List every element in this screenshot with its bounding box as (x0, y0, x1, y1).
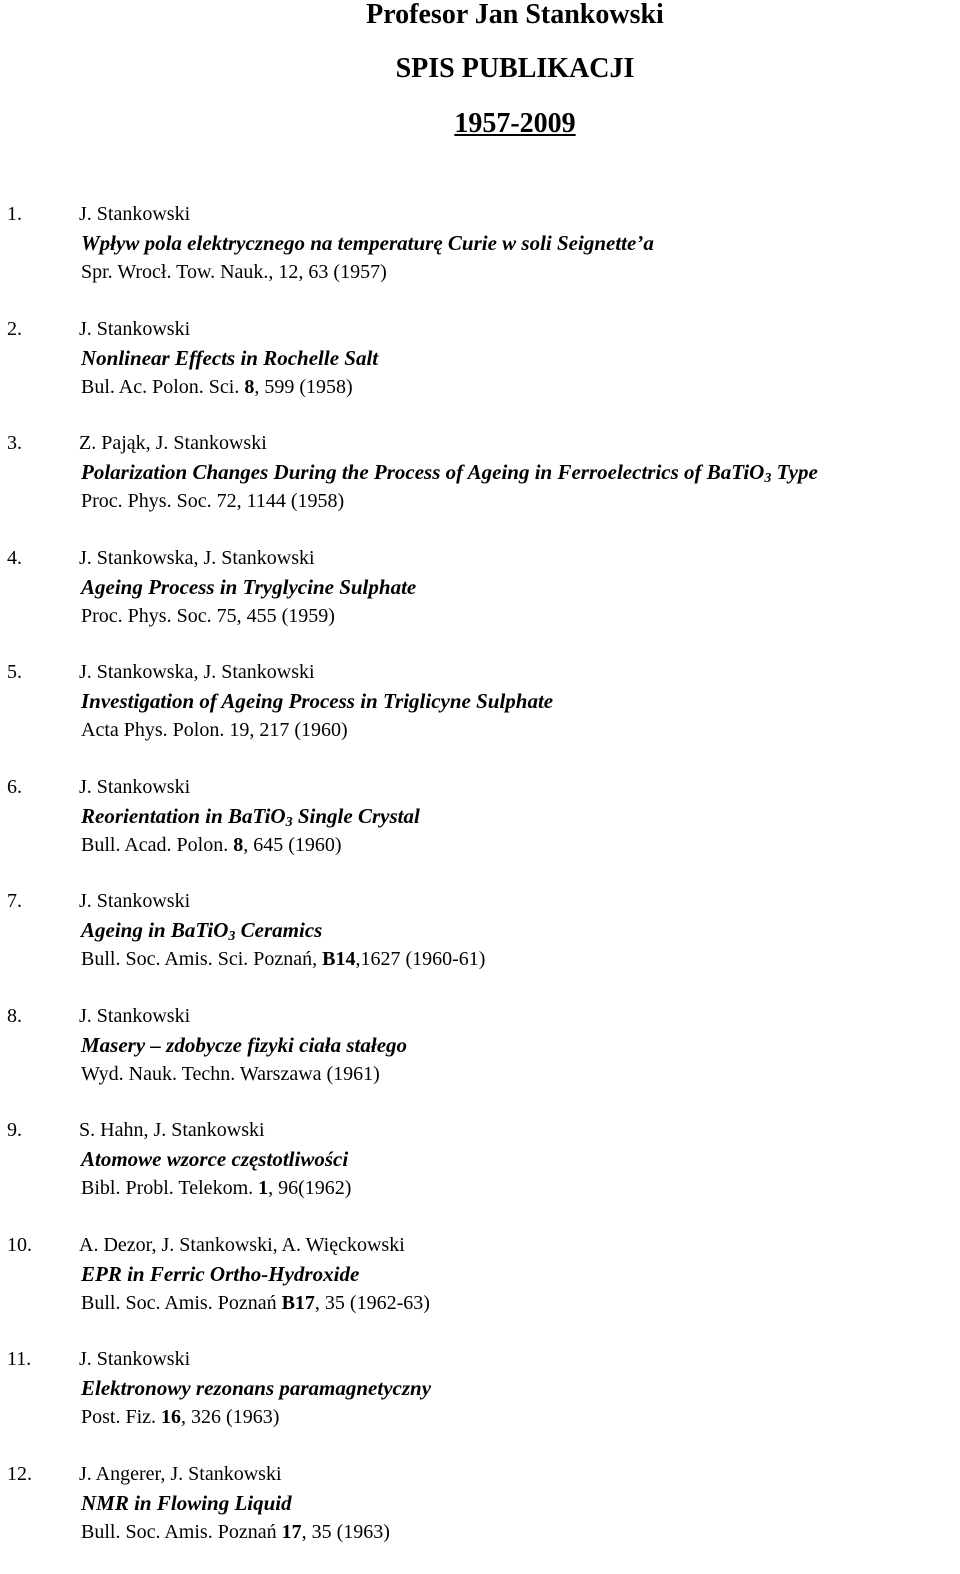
entry-authors: J. Angerer, J. Stankowski (79, 1460, 282, 1489)
entry-number: 6. (7, 773, 22, 802)
entry-number: 4. (7, 544, 22, 573)
publication-entry (0, 544, 960, 659)
publication-entry (0, 315, 960, 430)
journal-volume: 1 (258, 1177, 268, 1199)
entry-authors: J. Stankowski (79, 773, 190, 802)
entry-title: Investigation of Ageing Process in Triglicyne Sulphate (81, 687, 553, 716)
publication-entry (0, 1116, 960, 1231)
journal-volume: B14 (322, 948, 355, 970)
publication-entry (0, 658, 960, 773)
entry-title: Wpływ pola elektrycznego na temperaturę Curie w soli Seignette’a (81, 229, 654, 258)
entry-journal: Wyd. Nauk. Techn. Warszawa (1961) (81, 1060, 380, 1089)
publication-entry (0, 1002, 960, 1117)
title-subscript: 3 (228, 929, 235, 944)
publication-entry (0, 200, 960, 315)
publication-list (0, 200, 960, 1574)
publication-entry (0, 429, 960, 544)
entry-title: Polarization Changes During the Process of Ageing in Ferroelectrics of BaTiO$_3$ Type (81, 458, 818, 487)
publication-entry (0, 887, 960, 1002)
entry-title: Ageing Process in Tryglycine Sulphate (81, 573, 416, 602)
entry-title: Masery – zdobycze fizyki ciała stałego (81, 1031, 407, 1060)
entry-number: 10. (7, 1231, 32, 1260)
journal-volume: 17 (282, 1521, 302, 1543)
title-subscript: 3 (764, 471, 771, 486)
entry-journal: Proc. Phys. Soc. 72, 1144 (1958) (81, 487, 344, 516)
entry-number: 1. (7, 200, 22, 229)
entry-journal: Bull. Soc. Amis. Poznań 17, 35 (1963) (81, 1518, 390, 1547)
entry-authors: J. Stankowska, J. Stankowski (79, 658, 315, 687)
journal-volume: 8 (233, 834, 243, 856)
entry-journal: Bull. Soc. Amis. Poznań B17, 35 (1962-63) (81, 1289, 430, 1318)
title-subscript: 3 (286, 815, 293, 830)
entry-number: 7. (7, 887, 22, 916)
entry-journal: Bul. Ac. Polon. Sci. 8, 599 (1958) (81, 373, 353, 402)
page-title: Profesor Jan Stankowski (0, 0, 960, 30)
entry-title: Reorientation in BaTiO$_3$ Single Crystal (81, 802, 420, 831)
entry-journal: Bibl. Probl. Telekom. 1, 96(1962) (81, 1174, 351, 1203)
entry-number: 2. (7, 315, 22, 344)
entry-number: 5. (7, 658, 22, 687)
entry-number: 8. (7, 1002, 22, 1031)
entry-authors: J. Stankowska, J. Stankowski (79, 544, 315, 573)
publication-entry (0, 1231, 960, 1346)
entry-journal: Bull. Acad. Polon. 8, 645 (1960) (81, 831, 342, 860)
entry-authors: J. Stankowski (79, 887, 190, 916)
entry-title: Elektronowy rezonans paramagnetyczny (81, 1374, 431, 1403)
entry-title: Nonlinear Effects in Rochelle Salt (81, 344, 378, 373)
publication-entry (0, 1460, 960, 1574)
entry-number: 9. (7, 1116, 22, 1145)
entry-title: Ageing in BaTiO$_3$ Ceramics (81, 916, 322, 945)
entry-authors: J. Stankowski (79, 200, 190, 229)
entry-authors: A. Dezor, J. Stankowski, A. Więckowski (79, 1231, 405, 1260)
entry-journal: Bull. Soc. Amis. Sci. Poznań, B14,1627 (1960-61) (81, 945, 485, 974)
entry-journal: Proc. Phys. Soc. 75, 455 (1959) (81, 602, 335, 631)
entry-authors: J. Stankowski (79, 1002, 190, 1031)
page-years: 1957-2009 (0, 109, 960, 139)
entry-title: NMR in Flowing Liquid (81, 1489, 292, 1518)
entry-journal: Acta Phys. Polon. 19, 217 (1960) (81, 716, 348, 745)
journal-volume: 8 (244, 376, 254, 398)
entry-title: Atomowe wzorce częstotliwości (81, 1145, 348, 1174)
entry-journal: Post. Fiz. 16, 326 (1963) (81, 1403, 279, 1432)
publication-entry (0, 773, 960, 888)
entry-number: 12. (7, 1460, 32, 1489)
entry-number: 3. (7, 429, 22, 458)
entry-authors: S. Hahn, J. Stankowski (79, 1116, 265, 1145)
journal-volume: 16 (161, 1406, 181, 1428)
entry-authors: J. Stankowski (79, 1345, 190, 1374)
entry-authors: Z. Pająk, J. Stankowski (79, 429, 267, 458)
journal-volume: B17 (282, 1292, 315, 1314)
entry-number: 11. (7, 1345, 31, 1374)
publication-entry (0, 1345, 960, 1460)
entry-authors: J. Stankowski (79, 315, 190, 344)
entry-title: EPR in Ferric Ortho-Hydroxide (81, 1260, 359, 1289)
entry-journal: Spr. Wrocł. Tow. Nauk., 12, 63 (1957) (81, 258, 387, 287)
page-subtitle: SPIS PUBLIKACJI (0, 54, 960, 84)
